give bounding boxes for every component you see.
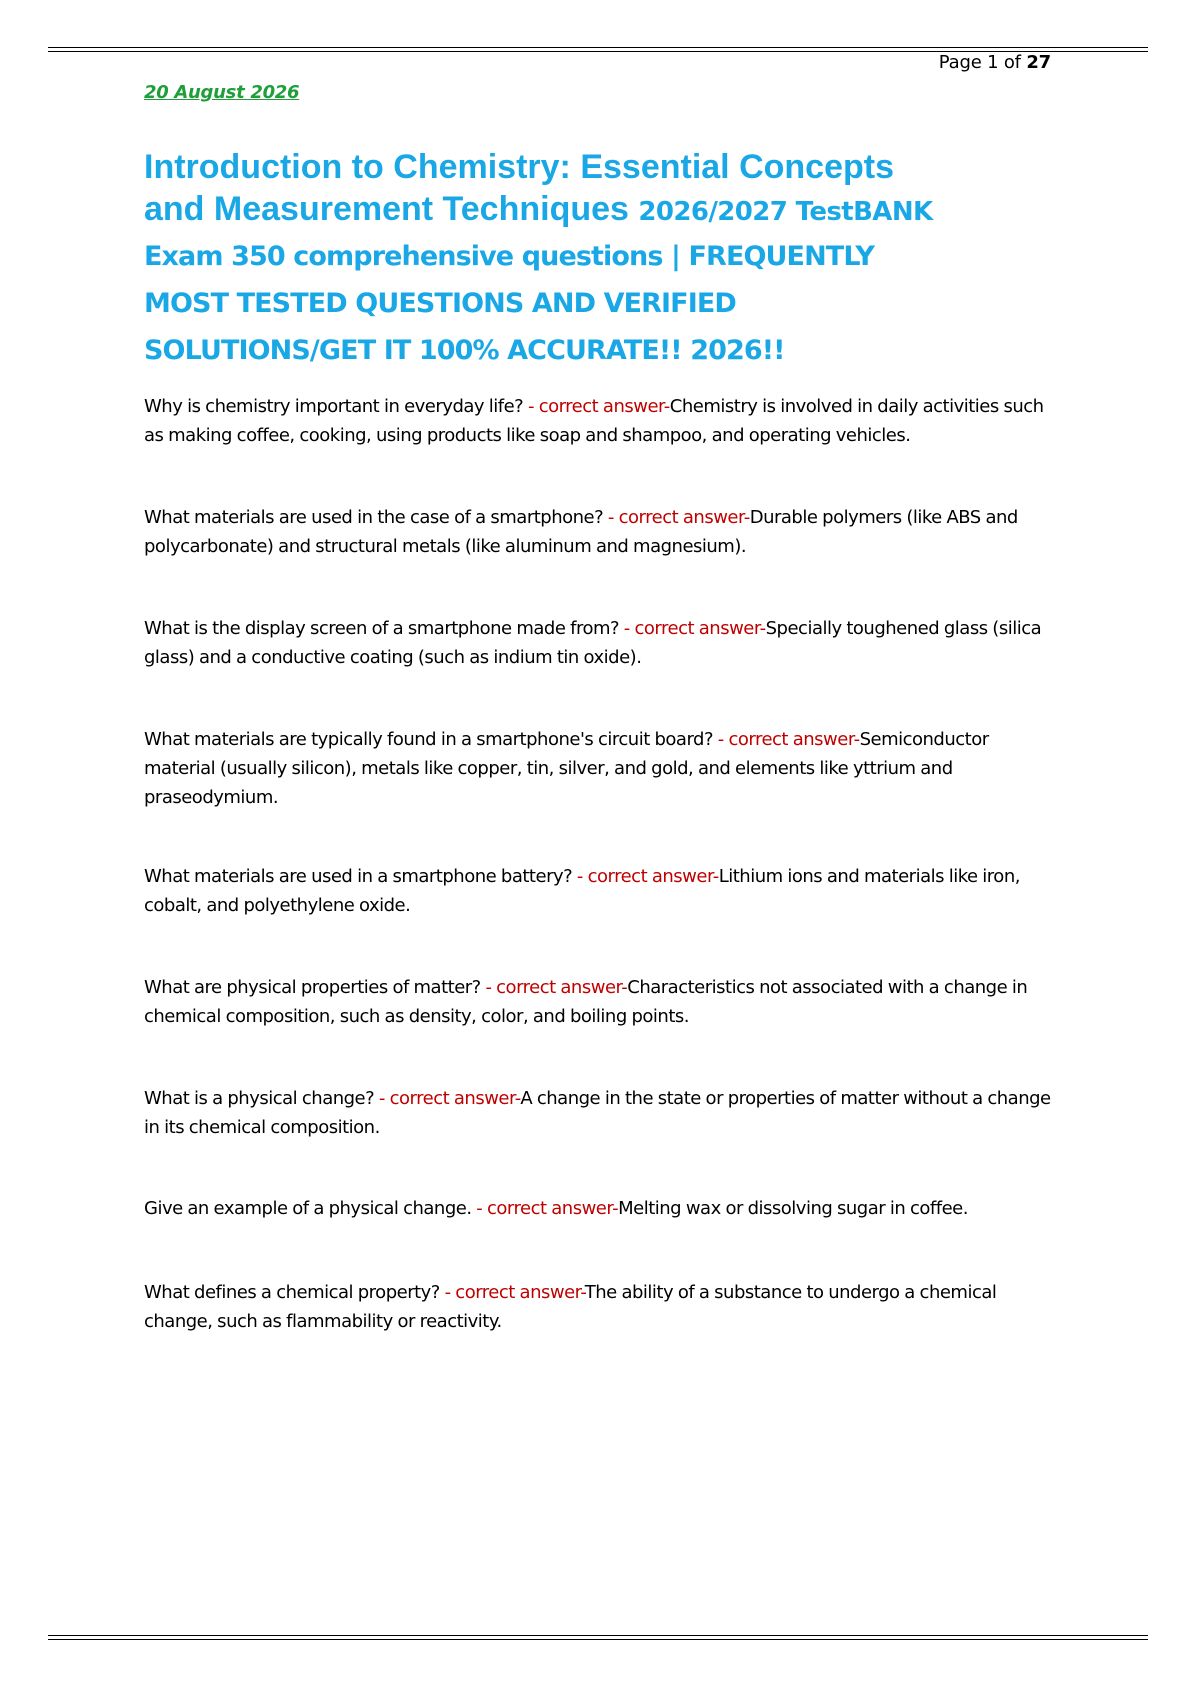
- title-line-2-year: 2026/2027 TestBANK: [638, 197, 933, 227]
- title-line-2: [144, 188, 1044, 233]
- title-line-5: SOLUTIONS/GET IT 100% ACCURATE!! 2026!!: [144, 335, 785, 366]
- correct-answer-marker: - correct answer-: [619, 618, 766, 639]
- answer-text: Characteristics not associated with a change in chemical composition, such as density, color, and boiling points.: [144, 977, 1028, 1027]
- question-text: What materials are typically found in a smartphone's circuit board?: [144, 729, 714, 750]
- question-text: What materials are used in a smartphone battery?: [144, 866, 573, 887]
- answer-text: Specially toughened glass (silica glass) and a conductive coating (such as indium tin oxide).: [144, 618, 1042, 668]
- correct-answer-marker: - correct answer-: [523, 396, 670, 417]
- page-number: [939, 52, 1051, 73]
- answer-text: A change in the state or properties of matter without a change in its chemical composition.: [144, 1088, 1051, 1138]
- qa-item: [144, 1278, 1064, 1336]
- qa-item: [144, 392, 1064, 450]
- page-number-label: Page 1 of: [938, 52, 1027, 73]
- answer-text: Lithium ions and materials like iron, cobalt, and polyethylene oxide.: [144, 866, 1020, 916]
- document-title: [144, 146, 1044, 374]
- answer-text: Chemistry is involved in daily activities such as making coffee, cooking, using products like soap and shampoo, and operating vehicles.: [144, 396, 1044, 446]
- document-date: 20 August 2026: [144, 82, 300, 103]
- question-text: What defines a chemical property?: [144, 1282, 440, 1303]
- question-text: What materials are used in the case of a smartphone?: [144, 507, 604, 528]
- answer-text: Melting wax or dissolving sugar in coffee.: [618, 1198, 968, 1219]
- correct-answer-marker: - correct answer-: [713, 729, 860, 750]
- answer-text: The ability of a substance to undergo a chemical change, such as flammability or reactivity.: [144, 1282, 997, 1332]
- qa-item: [144, 503, 1064, 561]
- correct-answer-marker: - correct answer-: [572, 866, 719, 887]
- correct-answer-marker: - correct answer-: [471, 1198, 619, 1219]
- title-line-2-main: and Measurement Techniques: [144, 190, 639, 228]
- qa-item: [144, 614, 1064, 672]
- qa-item: [144, 725, 1064, 812]
- correct-answer-marker: - correct answer-: [374, 1088, 521, 1109]
- correct-answer-marker: - correct answer-: [603, 507, 750, 528]
- question-text: What is a physical change?: [144, 1088, 375, 1109]
- question-text: Why is chemistry important in everyday life?: [144, 396, 524, 417]
- qa-item: [144, 1194, 1064, 1223]
- qa-item: [144, 1084, 1064, 1142]
- page-total: 27: [1026, 52, 1051, 73]
- correct-answer-marker: - correct answer-: [480, 977, 628, 998]
- answer-text: Semiconductor material (usually silicon), metals like copper, tin, silver, and gold, and elements like yttrium and praseodymium.: [144, 729, 989, 808]
- title-line-1: Introduction to Chemistry: Essential Concepts: [144, 148, 894, 186]
- answer-text: Durable polymers (like ABS and polycarbonate) and structural metals (like aluminum and magnesium).: [144, 507, 1018, 557]
- qa-item: [144, 862, 1064, 920]
- correct-answer-marker: - correct answer-: [439, 1282, 585, 1303]
- question-text: Give an example of a physical change.: [144, 1198, 472, 1219]
- qa-item: [144, 973, 1064, 1031]
- question-text: What is the display screen of a smartphone made from?: [144, 618, 620, 639]
- question-text: What are physical properties of matter?: [144, 977, 481, 998]
- footer-rule: [48, 1635, 1148, 1640]
- title-line-3: Exam 350 comprehensive questions | FREQUENTLY: [144, 241, 875, 272]
- title-line-4: MOST TESTED QUESTIONS AND VERIFIED: [144, 288, 736, 319]
